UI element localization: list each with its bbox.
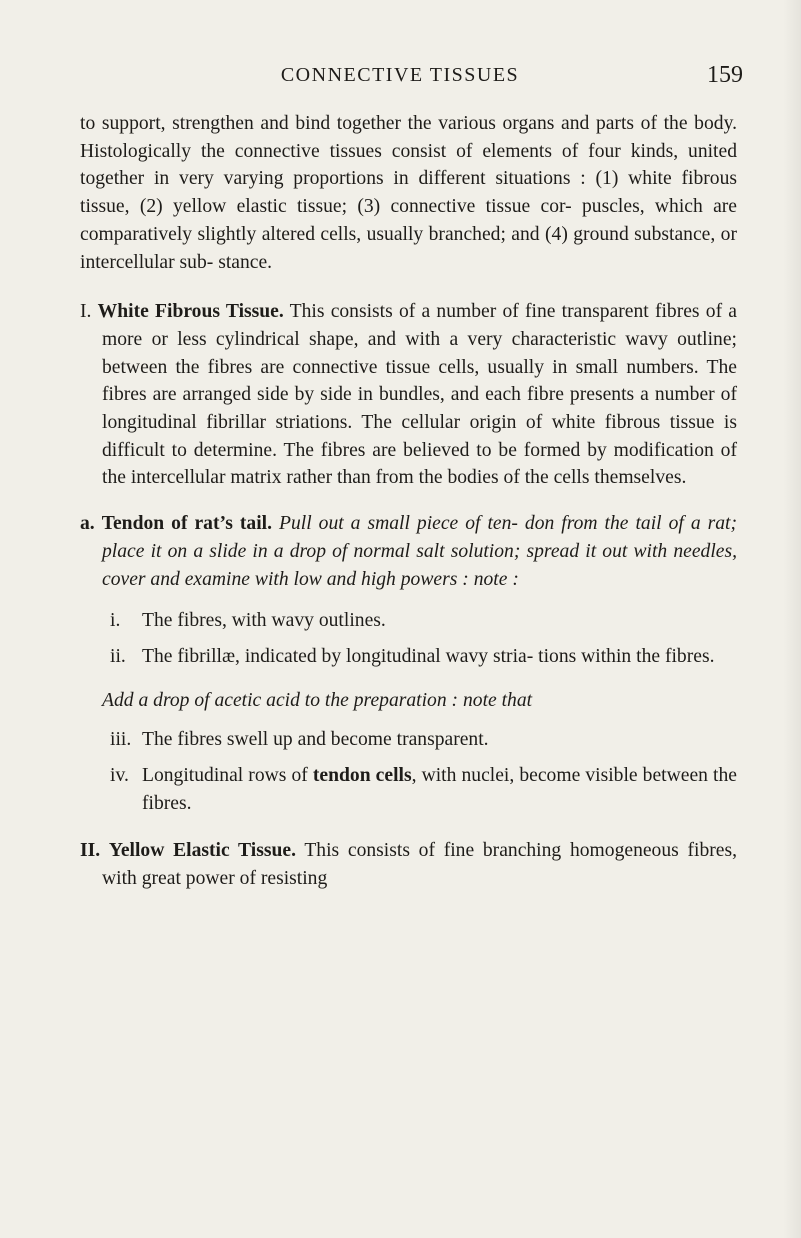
item-text-bold: tendon cells — [312, 765, 412, 787]
running-header — [60, 64, 740, 87]
list-item — [80, 607, 737, 635]
section-heading: White Fibrous Tissue. — [97, 301, 284, 323]
page-number: 159 — [707, 62, 743, 88]
page-body — [80, 110, 737, 893]
item-text: The fibres, with wavy outlines. — [142, 610, 386, 632]
running-title: CONNECTIVE TISSUES — [280, 64, 520, 86]
acetic-instruction: Add a drop of acetic acid to the preparation : note that — [102, 689, 533, 711]
section-yellow-elastic — [80, 837, 737, 892]
intro-paragraph: to support, strengthen and bind together the various organs and parts of the body. Histologically the connective tissues consist of elements of four kinds, united together in very varying proportions in different situations : (1) white fibrous tissue, (2) yellow elastic tissue; (3) connective tissue cor- puscles, which are comparatively slightly altered cells, usually branched; and (4) ground substance, or intercellular sub- stance. — [80, 113, 737, 273]
section-number: II. — [80, 840, 101, 862]
item-number: ii. — [110, 645, 126, 667]
section-text: This consists of a number of fine transparent fibres of a more or less cylindrical shape, and with a very characteristic wavy outline; between the fibres are connective tissue cells, usually in small numbers. The fibres are arranged side by side in bundles, and each fibre presents a number of longitudinal fibrillar striations. The cellular origin of white fibrous tissue is difficult to determine. The fibres are believed to be formed by modification of the intercellular matrix rather than from the bodies of the cells themselves. — [102, 301, 737, 489]
page-edge-shadow — [783, 0, 801, 1238]
exercise-letter: a. — [80, 513, 95, 535]
list-item — [80, 643, 737, 671]
item-text: The fibres swell up and become transparent. — [142, 729, 489, 751]
item-number: i. — [110, 610, 121, 632]
section-text: This consists of fine branching homogeneous fibres, with great power of resisting — [102, 840, 738, 890]
item-text: The fibrillæ, indicated by longitudinal wavy stria- tions within the fibres. — [142, 645, 715, 667]
exercise-heading: Tendon of rat’s tail. — [101, 513, 272, 535]
list-item — [80, 726, 737, 754]
exercise-instructions: Pull out a small piece of ten- don from the tail of a rat; place it on a slide in a drop of normal salt solution; spread it out with needles, cover and examine with low and high powers : note : — [102, 513, 737, 590]
item-text-post: , with nuclei, become visible between the fibres. — [142, 765, 737, 814]
item-number: iv. — [110, 765, 129, 787]
section-number: I. — [80, 301, 92, 323]
section-heading: Yellow Elastic Tissue. — [108, 840, 296, 862]
item-text-pre: Longitudinal rows of — [142, 765, 313, 787]
exercise-tendon — [80, 510, 737, 593]
item-number: iii. — [110, 729, 132, 751]
list-item — [80, 762, 737, 817]
section-white-fibrous — [80, 298, 737, 492]
